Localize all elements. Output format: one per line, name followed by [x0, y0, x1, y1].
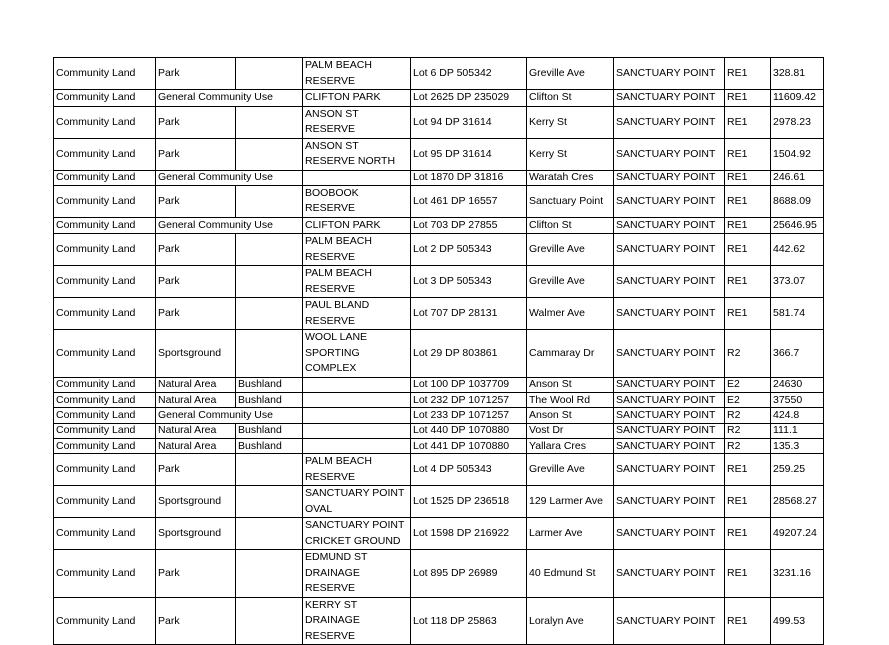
- suburb-cell: SANCTUARY POINT: [614, 106, 725, 138]
- type-cell: Natural Area: [156, 393, 236, 408]
- table-row: [54, 408, 824, 423]
- street-cell: Vost Dr: [527, 423, 614, 438]
- category-cell: Community Land: [54, 423, 156, 438]
- subtype-cell: [236, 597, 303, 645]
- reserve-name-cell: [303, 170, 411, 185]
- table-row: [54, 138, 824, 170]
- category-cell: Community Land: [54, 330, 156, 378]
- lot-cell: Lot 6 DP 505342: [411, 58, 527, 90]
- reserve-name-cell: CLIFTON PARK: [303, 90, 411, 107]
- lot-cell: Lot 707 DP 28131: [411, 298, 527, 330]
- type-cell: Park: [156, 106, 236, 138]
- category-cell: Community Land: [54, 106, 156, 138]
- lot-cell: Lot 703 DP 27855: [411, 217, 527, 234]
- street-cell: Kerry St: [527, 106, 614, 138]
- category-cell: Community Land: [54, 377, 156, 392]
- street-cell: Greville Ave: [527, 234, 614, 266]
- table-row: [54, 298, 824, 330]
- category-cell: Community Land: [54, 393, 156, 408]
- zone-cell: RE1: [725, 518, 771, 550]
- subtype-cell: [236, 330, 303, 378]
- area-cell: 581.74: [771, 298, 824, 330]
- street-cell: Sanctuary Point: [527, 185, 614, 217]
- area-cell: 135.3: [771, 438, 824, 453]
- subtype-cell: Bushland: [236, 393, 303, 408]
- street-cell: Cammaray Dr: [527, 330, 614, 378]
- lot-cell: Lot 2 DP 505343: [411, 234, 527, 266]
- area-cell: 442.62: [771, 234, 824, 266]
- subtype-cell: Bushland: [236, 377, 303, 392]
- lot-cell: Lot 4 DP 505343: [411, 454, 527, 486]
- zone-cell: RE1: [725, 298, 771, 330]
- area-cell: 2978.23: [771, 106, 824, 138]
- lot-cell: Lot 1598 DP 216922: [411, 518, 527, 550]
- category-cell: Community Land: [54, 518, 156, 550]
- table-row: [54, 185, 824, 217]
- street-cell: Kerry St: [527, 138, 614, 170]
- suburb-cell: SANCTUARY POINT: [614, 377, 725, 392]
- subtype-cell: [236, 185, 303, 217]
- lot-cell: Lot 100 DP 1037709: [411, 377, 527, 392]
- street-cell: Anson St: [527, 408, 614, 423]
- reserve-name-cell: CLIFTON PARK: [303, 217, 411, 234]
- subtype-cell: [236, 518, 303, 550]
- suburb-cell: SANCTUARY POINT: [614, 90, 725, 107]
- type-cell: General Community Use: [156, 217, 303, 234]
- reserve-name-cell: [303, 377, 411, 392]
- lot-cell: Lot 440 DP 1070880: [411, 423, 527, 438]
- table-row: [54, 393, 824, 408]
- reserve-name-cell: [303, 408, 411, 423]
- category-cell: Community Land: [54, 138, 156, 170]
- lot-cell: Lot 118 DP 25863: [411, 597, 527, 645]
- category-cell: Community Land: [54, 486, 156, 518]
- category-cell: Community Land: [54, 90, 156, 107]
- type-cell: Natural Area: [156, 423, 236, 438]
- street-cell: Clifton St: [527, 90, 614, 107]
- table-row: [54, 597, 824, 645]
- area-cell: 424.8: [771, 408, 824, 423]
- category-cell: Community Land: [54, 58, 156, 90]
- suburb-cell: SANCTUARY POINT: [614, 597, 725, 645]
- street-cell: Yallara Cres: [527, 438, 614, 453]
- type-cell: Park: [156, 266, 236, 298]
- lot-cell: Lot 3 DP 505343: [411, 266, 527, 298]
- table-row: [54, 90, 824, 107]
- subtype-cell: Bushland: [236, 438, 303, 453]
- reserve-name-cell: PALM BEACH RESERVE: [303, 454, 411, 486]
- table-row: [54, 234, 824, 266]
- table-row: [54, 486, 824, 518]
- street-cell: Loralyn Ave: [527, 597, 614, 645]
- street-cell: The Wool Rd: [527, 393, 614, 408]
- street-cell: Waratah Cres: [527, 170, 614, 185]
- suburb-cell: SANCTUARY POINT: [614, 138, 725, 170]
- lot-cell: Lot 895 DP 26989: [411, 550, 527, 598]
- area-cell: 3231.16: [771, 550, 824, 598]
- subtype-cell: [236, 138, 303, 170]
- category-cell: Community Land: [54, 298, 156, 330]
- zone-cell: R2: [725, 408, 771, 423]
- zone-cell: RE1: [725, 266, 771, 298]
- type-cell: Park: [156, 597, 236, 645]
- reserve-name-cell: [303, 393, 411, 408]
- area-cell: 11609.42: [771, 90, 824, 107]
- subtype-cell: [236, 234, 303, 266]
- zone-cell: RE1: [725, 106, 771, 138]
- type-cell: Sportsground: [156, 486, 236, 518]
- table-row: [54, 106, 824, 138]
- area-cell: 8688.09: [771, 185, 824, 217]
- table-row: [54, 217, 824, 234]
- suburb-cell: SANCTUARY POINT: [614, 185, 725, 217]
- category-cell: Community Land: [54, 217, 156, 234]
- suburb-cell: SANCTUARY POINT: [614, 393, 725, 408]
- lot-cell: Lot 95 DP 31614: [411, 138, 527, 170]
- subtype-cell: [236, 486, 303, 518]
- table-row: [54, 518, 824, 550]
- zone-cell: RE1: [725, 217, 771, 234]
- area-cell: 49207.24: [771, 518, 824, 550]
- suburb-cell: SANCTUARY POINT: [614, 550, 725, 598]
- category-cell: Community Land: [54, 597, 156, 645]
- street-cell: Clifton St: [527, 217, 614, 234]
- subtype-cell: [236, 454, 303, 486]
- category-cell: Community Land: [54, 266, 156, 298]
- table-body: [54, 58, 824, 645]
- lot-cell: Lot 29 DP 803861: [411, 330, 527, 378]
- lot-cell: Lot 232 DP 1071257: [411, 393, 527, 408]
- street-cell: 129 Larmer Ave: [527, 486, 614, 518]
- lot-cell: Lot 1870 DP 31816: [411, 170, 527, 185]
- suburb-cell: SANCTUARY POINT: [614, 234, 725, 266]
- area-cell: 28568.27: [771, 486, 824, 518]
- table-row: [54, 454, 824, 486]
- area-cell: 246.61: [771, 170, 824, 185]
- zone-cell: R2: [725, 330, 771, 378]
- type-cell: General Community Use: [156, 408, 303, 423]
- zone-cell: RE1: [725, 185, 771, 217]
- table-row: [54, 423, 824, 438]
- reserve-name-cell: KERRY ST DRAINAGE RESERVE: [303, 597, 411, 645]
- zone-cell: RE1: [725, 170, 771, 185]
- subtype-cell: [236, 550, 303, 598]
- reserve-name-cell: SANCTUARY POINT CRICKET GROUND: [303, 518, 411, 550]
- reserve-name-cell: PALM BEACH RESERVE: [303, 266, 411, 298]
- category-cell: Community Land: [54, 454, 156, 486]
- type-cell: Park: [156, 58, 236, 90]
- table-row: [54, 170, 824, 185]
- type-cell: Sportsground: [156, 330, 236, 378]
- reserve-name-cell: [303, 423, 411, 438]
- suburb-cell: SANCTUARY POINT: [614, 454, 725, 486]
- area-cell: 366.7: [771, 330, 824, 378]
- zone-cell: R2: [725, 423, 771, 438]
- subtype-cell: [236, 106, 303, 138]
- zone-cell: E2: [725, 393, 771, 408]
- category-cell: Community Land: [54, 234, 156, 266]
- category-cell: Community Land: [54, 170, 156, 185]
- suburb-cell: SANCTUARY POINT: [614, 518, 725, 550]
- reserve-name-cell: [303, 438, 411, 453]
- table-row: [54, 330, 824, 378]
- lot-cell: Lot 233 DP 1071257: [411, 408, 527, 423]
- suburb-cell: SANCTUARY POINT: [614, 408, 725, 423]
- street-cell: 40 Edmund St: [527, 550, 614, 598]
- suburb-cell: SANCTUARY POINT: [614, 423, 725, 438]
- suburb-cell: SANCTUARY POINT: [614, 330, 725, 378]
- suburb-cell: SANCTUARY POINT: [614, 170, 725, 185]
- reserve-name-cell: PALM BEACH RESERVE: [303, 58, 411, 90]
- suburb-cell: SANCTUARY POINT: [614, 266, 725, 298]
- type-cell: General Community Use: [156, 90, 303, 107]
- reserve-name-cell: EDMUND ST DRAINAGE RESERVE: [303, 550, 411, 598]
- lot-cell: Lot 2625 DP 235029: [411, 90, 527, 107]
- zone-cell: RE1: [725, 454, 771, 486]
- category-cell: Community Land: [54, 185, 156, 217]
- reserve-name-cell: SANCTUARY POINT OVAL: [303, 486, 411, 518]
- zone-cell: R2: [725, 438, 771, 453]
- category-cell: Community Land: [54, 438, 156, 453]
- table-row: [54, 58, 824, 90]
- suburb-cell: SANCTUARY POINT: [614, 438, 725, 453]
- area-cell: 24630: [771, 377, 824, 392]
- type-cell: Natural Area: [156, 377, 236, 392]
- land-register-table: [53, 57, 824, 645]
- suburb-cell: SANCTUARY POINT: [614, 298, 725, 330]
- table-row: [54, 266, 824, 298]
- suburb-cell: SANCTUARY POINT: [614, 58, 725, 90]
- subtype-cell: Bushland: [236, 423, 303, 438]
- reserve-name-cell: BOOBOOK RESERVE: [303, 185, 411, 217]
- zone-cell: RE1: [725, 90, 771, 107]
- area-cell: 328.81: [771, 58, 824, 90]
- suburb-cell: SANCTUARY POINT: [614, 486, 725, 518]
- zone-cell: RE1: [725, 550, 771, 598]
- type-cell: Natural Area: [156, 438, 236, 453]
- area-cell: 499.53: [771, 597, 824, 645]
- subtype-cell: [236, 58, 303, 90]
- street-cell: Greville Ave: [527, 266, 614, 298]
- lot-cell: Lot 94 DP 31614: [411, 106, 527, 138]
- lot-cell: Lot 461 DP 16557: [411, 185, 527, 217]
- street-cell: Greville Ave: [527, 454, 614, 486]
- type-cell: Park: [156, 234, 236, 266]
- type-cell: Park: [156, 138, 236, 170]
- reserve-name-cell: PAUL BLAND RESERVE: [303, 298, 411, 330]
- area-cell: 111.1: [771, 423, 824, 438]
- suburb-cell: SANCTUARY POINT: [614, 217, 725, 234]
- type-cell: Park: [156, 550, 236, 598]
- reserve-name-cell: WOOL LANE SPORTING COMPLEX: [303, 330, 411, 378]
- zone-cell: E2: [725, 377, 771, 392]
- street-cell: Walmer Ave: [527, 298, 614, 330]
- area-cell: 37550: [771, 393, 824, 408]
- table-row: [54, 550, 824, 598]
- street-cell: Larmer Ave: [527, 518, 614, 550]
- street-cell: Greville Ave: [527, 58, 614, 90]
- area-cell: 259.25: [771, 454, 824, 486]
- zone-cell: RE1: [725, 597, 771, 645]
- type-cell: General Community Use: [156, 170, 303, 185]
- zone-cell: RE1: [725, 58, 771, 90]
- lot-cell: Lot 441 DP 1070880: [411, 438, 527, 453]
- table-row: [54, 377, 824, 392]
- area-cell: 1504.92: [771, 138, 824, 170]
- subtype-cell: [236, 298, 303, 330]
- lot-cell: Lot 1525 DP 236518: [411, 486, 527, 518]
- type-cell: Park: [156, 454, 236, 486]
- zone-cell: RE1: [725, 138, 771, 170]
- table-row: [54, 438, 824, 453]
- street-cell: Anson St: [527, 377, 614, 392]
- subtype-cell: [236, 266, 303, 298]
- area-cell: 373.07: [771, 266, 824, 298]
- type-cell: Sportsground: [156, 518, 236, 550]
- reserve-name-cell: PALM BEACH RESERVE: [303, 234, 411, 266]
- zone-cell: RE1: [725, 234, 771, 266]
- zone-cell: RE1: [725, 486, 771, 518]
- type-cell: Park: [156, 298, 236, 330]
- type-cell: Park: [156, 185, 236, 217]
- reserve-name-cell: ANSON ST RESERVE: [303, 106, 411, 138]
- area-cell: 25646.95: [771, 217, 824, 234]
- reserve-name-cell: ANSON ST RESERVE NORTH: [303, 138, 411, 170]
- category-cell: Community Land: [54, 550, 156, 598]
- category-cell: Community Land: [54, 408, 156, 423]
